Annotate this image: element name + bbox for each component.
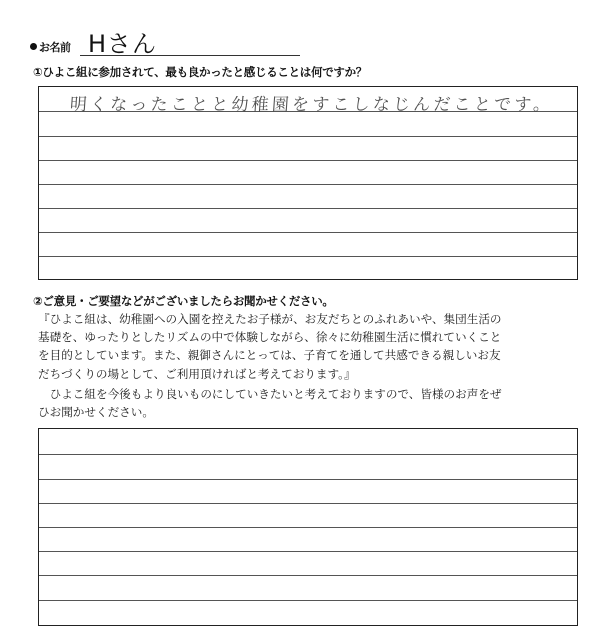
- ruled-line: [39, 136, 577, 137]
- name-underline: [80, 55, 300, 56]
- question-2-intro-paragraph: [38, 310, 583, 383]
- intro-line: だちづくりの場として、ご利用頂ければと考えております。』: [38, 366, 356, 381]
- intro-line: を目的としています。また、親御さんにとっては、子育てを通して共感できる親しいお友: [38, 348, 501, 363]
- intro-line: 『ひよこ組は、幼稚園への入園を控えたお子様が、お友だちとのふれあいや、集団生活の: [38, 312, 502, 326]
- closing-line: ひお聞かせください。: [38, 405, 154, 420]
- ruled-line: [39, 454, 577, 455]
- ruled-line: [39, 575, 577, 576]
- ruled-line: [39, 600, 577, 601]
- ruled-line: [39, 184, 577, 185]
- question-1-answer-text: 明くなったことと幼稚園をすこしなじんだことです。: [69, 95, 554, 115]
- name-row: [30, 30, 300, 56]
- intro-line: 基礎を、ゆったりとしたリズムの中で体験しながら、徐々に幼稚園生活に慣れていくこと: [38, 330, 502, 345]
- closing-line: ひよこ組を今後もより良いものにしていきたいと考えておりますので、皆様のお声をぜ: [38, 387, 502, 401]
- name-label: [30, 39, 71, 55]
- bullet-icon: [30, 43, 37, 50]
- ruled-line: [39, 503, 577, 504]
- ruled-line: [39, 208, 577, 209]
- ruled-line: [39, 256, 577, 257]
- ruled-line: [39, 232, 577, 233]
- ruled-line: [39, 551, 577, 552]
- name-value[interactable]: Hさん: [88, 30, 158, 58]
- question-1-title: ①ひよこ組に参加されて、最も良かったと感じることは何ですか？: [33, 65, 368, 79]
- question-2-closing-paragraph: [38, 385, 583, 421]
- question-2-title: ②ご意見・ご要望などがございましたらお聞かせください。: [33, 294, 334, 308]
- ruled-line: [39, 160, 577, 161]
- ruled-line: [39, 527, 577, 528]
- question-2-answer-box[interactable]: [38, 428, 578, 626]
- name-label-text: お名前: [39, 41, 71, 54]
- question-1-answer-box[interactable]: [38, 86, 578, 280]
- ruled-line: [39, 479, 577, 480]
